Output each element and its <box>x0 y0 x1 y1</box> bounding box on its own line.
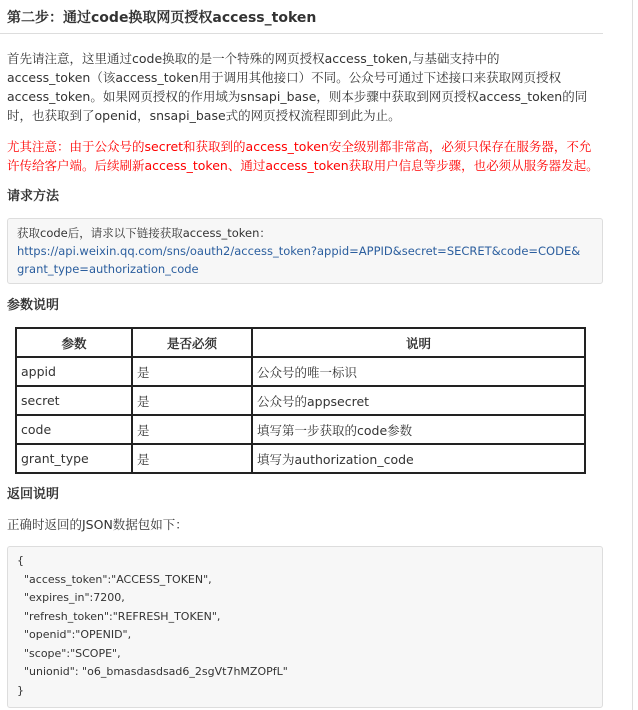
code-line: { <box>17 554 24 567</box>
cell: 填写为authorization_code <box>252 444 585 473</box>
intro-paragraph <box>7 49 603 125</box>
code-line: "access_token":"ACCESS_TOKEN", <box>17 572 212 586</box>
intro-line: access_token（该access_token用于调用其他接口）不同。公众号可通过下述接口来获取网页授权 <box>7 70 562 85</box>
url-part: https://api.weixin.qq.com/sns/oauth2/access_token?appid=APPID&secret=SECRET&code=CODE& <box>17 244 581 258</box>
code-line: } <box>17 683 24 697</box>
doc-content <box>7 0 603 708</box>
code-line: "scope":"SCOPE", <box>17 646 121 660</box>
cell: appid <box>16 357 132 386</box>
response-heading: 返回说明 <box>7 487 60 502</box>
table-row <box>16 415 585 444</box>
cell: 是 <box>132 415 252 444</box>
column-header: 是否必须 <box>132 328 252 357</box>
request-heading: 请求方法 <box>7 189 60 204</box>
intro-line: access_token。如果网页授权的作用域为snsapi_base，则本步骤中获取到网页授权access_token的同 <box>7 89 588 104</box>
cell: grant_type <box>16 444 132 473</box>
cell: 填写第一步获取的code参数 <box>252 415 585 444</box>
cell: 是 <box>132 357 252 386</box>
cell: 是 <box>132 386 252 415</box>
cell: secret <box>16 386 132 415</box>
table-row <box>16 444 585 473</box>
params-heading: 参数说明 <box>7 298 60 313</box>
warning-paragraph <box>7 137 603 175</box>
url-part: grant_type=authorization_code <box>17 262 199 276</box>
intro-line: 首先请注意，这里通过code换取的是一个特殊的网页授权access_token,与基础支持中的 <box>7 51 500 66</box>
code-line: "openid":"OPENID", <box>17 628 132 641</box>
warning-line: 许传给客户端。后续刷新access_token、通过access_token获取用户信息等步骤，也必须从服务器发起。 <box>7 158 599 173</box>
params-table <box>15 327 586 474</box>
column-header: 说明 <box>252 328 585 357</box>
cell: 是 <box>132 444 252 473</box>
panel-border <box>632 0 633 710</box>
code-line: "unionid": "o6_bmasdasdsad6_2sgVt7hMZOPfL" <box>17 665 288 678</box>
cell: 公众号的唯一标识 <box>252 357 585 386</box>
response-desc: 正确时返回的JSON数据包如下： <box>7 517 188 532</box>
column-header: 参数 <box>16 328 132 357</box>
table-header-row <box>16 328 585 357</box>
code-line: "expires_in":7200, <box>17 591 125 604</box>
code-line: "refresh_token":"REFRESH_TOKEN", <box>17 609 221 623</box>
table-row <box>16 386 585 415</box>
response-code-block <box>7 546 603 708</box>
request-box <box>7 218 603 284</box>
warning-line: 尤其注意：由于公众号的secret和获取到的access_token安全级别都非常高，必须只保存在服务器，不允 <box>7 139 592 154</box>
section-title: 第二步：通过code换取网页授权access_token <box>0 0 603 34</box>
intro-line: 时，也获取到了openid，snsapi_base式的网页授权流程即到此为止。 <box>7 108 401 123</box>
cell: 公众号的appsecret <box>252 386 585 415</box>
request-url-link[interactable] <box>17 242 593 278</box>
cell: code <box>16 415 132 444</box>
table-row <box>16 357 585 386</box>
request-desc: 获取code后，请求以下链接获取access_token： <box>17 226 271 240</box>
